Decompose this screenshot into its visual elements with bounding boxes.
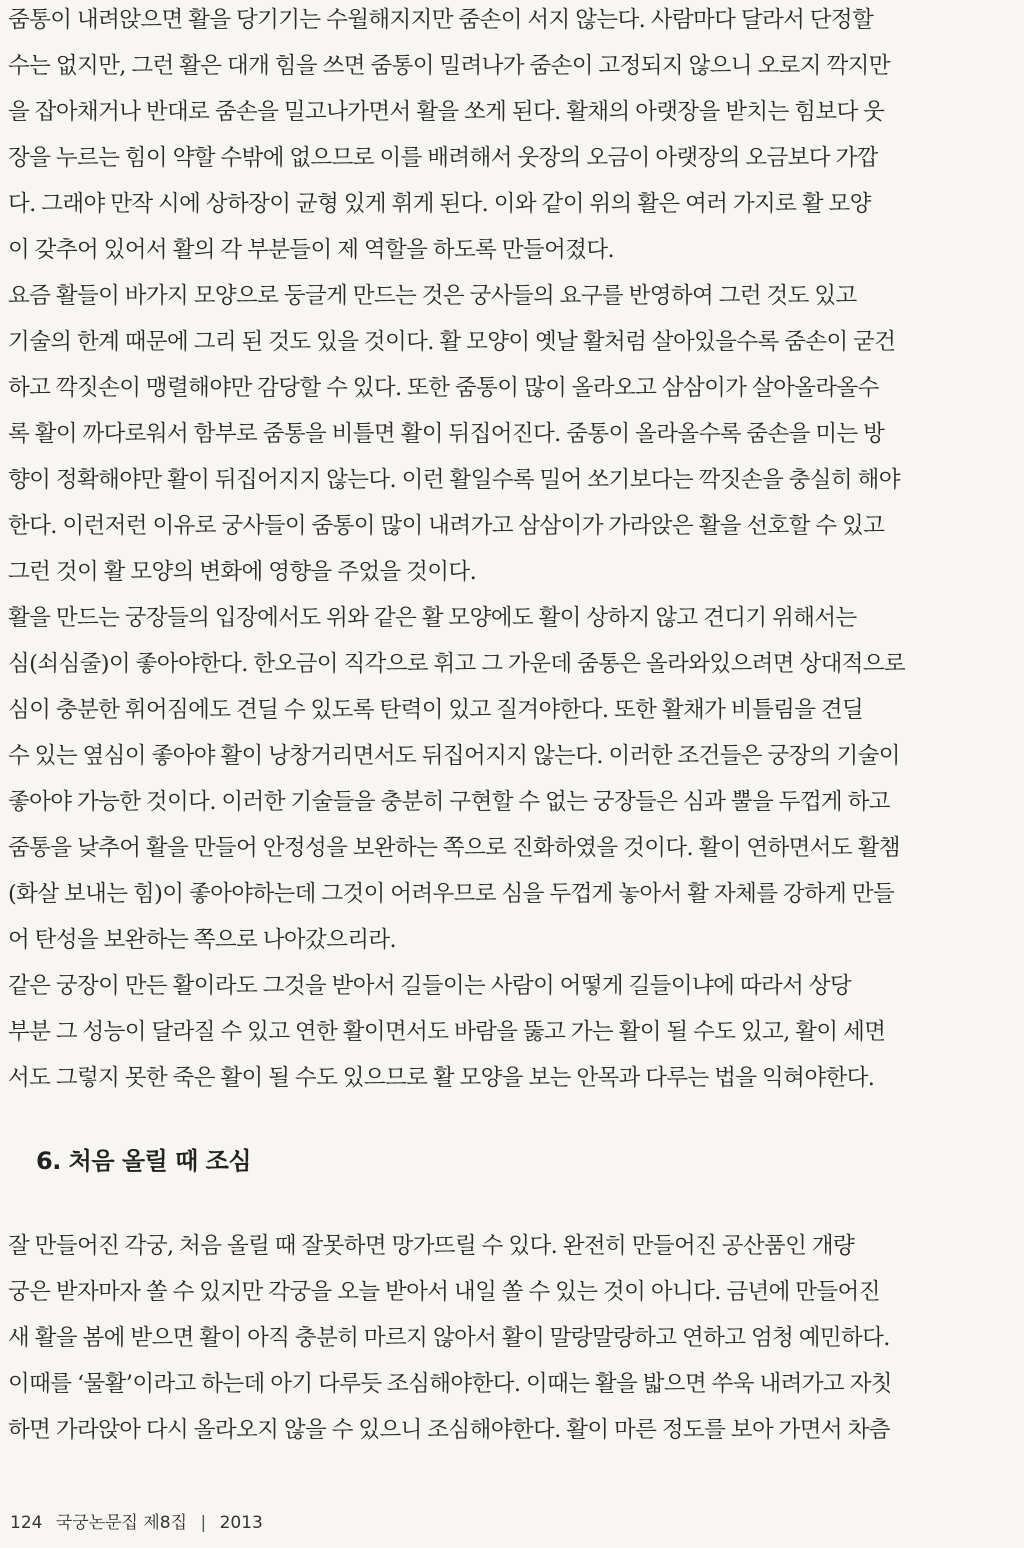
text-line: 이 갖추어 있어서 활의 각 부분들이 제 역할을 하도록 만들어졌다. <box>8 237 615 263</box>
text-line: 요즘 활들이 바가지 모양으로 둥글게 만드는 것은 궁사들의 요구를 반영하여 그런 것도 있고 <box>8 283 857 309</box>
text-line: 좋아야 가능한 것이다. 이러한 기술들을 충분히 구현할 수 없는 궁장들은 심과 뿔을 두껍게 하고 <box>8 789 890 815</box>
text-line: 록 활이 까다로워서 함부로 줌통을 비틀면 활이 뒤집어진다. 줌통이 올라올수록 줌손을 미는 방 <box>8 421 885 447</box>
text-line: 심(쇠심줄)이 좋아야한다. 한오금이 직각으로 휘고 그 가운데 줌통은 올라와있으려면 상대적으로 <box>8 651 906 677</box>
text-line: 하고 깍짓손이 맹렬해야만 감당할 수 있다. 또한 줌통이 많이 올라오고 삼삼이가 살아올라올수 <box>8 375 879 401</box>
text-line: 한다. 이런저런 이유로 궁사들이 줌통이 많이 내려가고 삼삼이가 가라앉은 활을 선호할 수 있고 <box>8 513 885 539</box>
footer-separator: | <box>200 1513 207 1533</box>
page-number: 124 <box>10 1513 43 1533</box>
text-line: 궁은 받자마자 쏠 수 있지만 각궁을 오늘 받아서 내일 쏠 수 있는 것이 아니다. 금년에 만들어진 <box>8 1279 880 1305</box>
text-line: 심이 충분한 휘어짐에도 견딜 수 있도록 탄력이 있고 질겨야한다. 또한 활채가 비틀림을 견딜 <box>8 697 864 723</box>
text-line: 잘 만들어진 각궁, 처음 올릴 때 잘못하면 망가뜨릴 수 있다. 완전히 만들어진 공산품인 개량 <box>8 1233 855 1259</box>
text-line: 향이 정확해야만 활이 뒤집어지지 않는다. 이런 활일수록 밀어 쏘기보다는 깍짓손을 충실히 해야 <box>8 467 900 493</box>
text-line: 수는 없지만, 그런 활은 대개 힘을 쓰면 줌통이 밀려나가 줌손이 고정되지 않으니 오로지 깍지만 <box>8 53 890 79</box>
text-line: 어 탄성을 보완하는 쪽으로 나아갔으리라. <box>8 927 397 953</box>
text-line: 같은 궁장이 만든 활이라도 그것을 받아서 길들이는 사람이 어떻게 길들이냐에 따라서 상당 <box>8 973 852 999</box>
text-line: 서도 그렇지 못한 죽은 활이 될 수도 있으므로 활 모양을 보는 안목과 다루는 법을 익혀야한다. <box>8 1065 875 1091</box>
text-line: 을 잡아채거나 반대로 줌손을 밀고나가면서 활을 쏘게 된다. 활채의 아랫장을 받치는 힘보다 웃 <box>8 99 885 125</box>
body-text-bottom <box>8 1223 1008 1453</box>
section-heading: 6. 처음 올릴 때 조심 <box>36 1147 252 1175</box>
text-line: (화살 보내는 힘)이 좋아야하는데 그것이 어려우므로 심을 두껍게 놓아서 활 자체를 강하게 만들 <box>8 881 895 907</box>
text-line: 새 활을 봄에 받으면 활이 아직 충분히 마르지 않아서 활이 말랑말랑하고 연하고 엄청 예민하다. <box>8 1325 890 1351</box>
text-line: 활을 만드는 궁장들의 입장에서도 위와 같은 활 모양에도 활이 상하지 않고 견디기 위해서는 <box>8 605 857 631</box>
body-text-top <box>8 0 1008 1101</box>
publication-year: 2013 <box>219 1513 263 1533</box>
text-line: 그런 것이 활 모양의 변화에 영향을 주었을 것이다. <box>8 559 477 585</box>
text-line: 이때를 ‘물활’이라고 하는데 아기 다루듯 조심해야한다. 이때는 활을 밟으면 쑤욱 내려가고 자칫 <box>8 1371 892 1397</box>
text-line: 다. 그래야 만작 시에 상하장이 균형 있게 휘게 된다. 이와 같이 위의 활은 여러 가지로 활 모양 <box>8 191 871 217</box>
publication-title: 국궁논문집 제8집 <box>55 1513 188 1533</box>
text-line: 기술의 한계 때문에 그리 된 것도 있을 것이다. 활 모양이 옛날 활처럼 살아있을수록 줌손이 굳건 <box>8 329 896 355</box>
text-line: 줌통이 내려앉으면 활을 당기기는 수월해지지만 줌손이 서지 않는다. 사람마다 달라서 단정할 <box>8 7 874 33</box>
text-line: 하면 가라앉아 다시 올라오지 않을 수 있으니 조심해야한다. 활이 마른 정도를 보아 가면서 차츰 <box>8 1417 890 1443</box>
text-line: 수 있는 옆심이 좋아야 활이 낭창거리면서도 뒤집어지지 않는다. 이러한 조건들은 궁장의 기술이 <box>8 743 900 769</box>
text-line: 부분 그 성능이 달라질 수 있고 연한 활이면서도 바람을 뚫고 가는 활이 될 수도 있고, 활이 세면 <box>8 1019 886 1045</box>
page-footer <box>10 1510 271 1536</box>
text-line: 줌통을 낮추어 활을 만들어 안정성을 보완하는 쪽으로 진화하였을 것이다. 활이 연하면서도 활챔 <box>8 835 900 861</box>
text-line: 장을 누르는 힘이 약할 수밖에 없으므로 이를 배려해서 웃장의 오금이 아랫장의 오금보다 가깝 <box>8 145 878 171</box>
